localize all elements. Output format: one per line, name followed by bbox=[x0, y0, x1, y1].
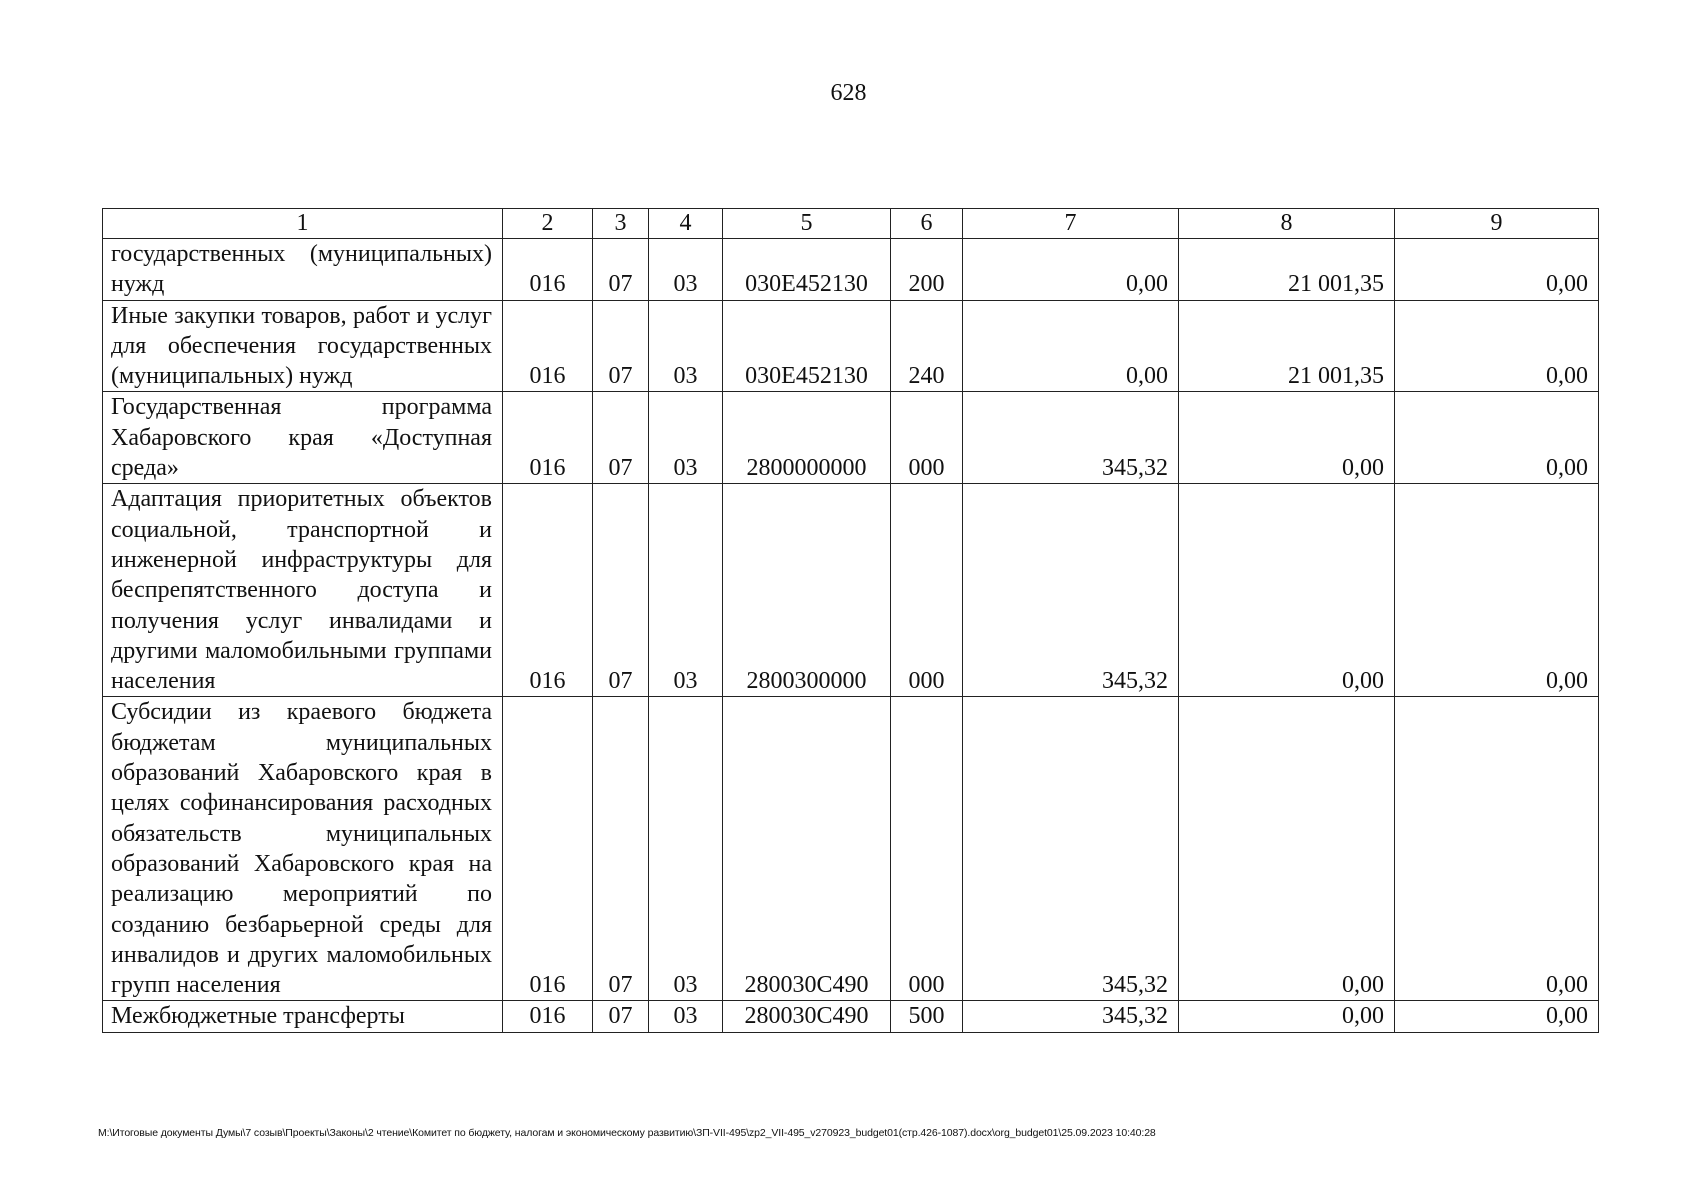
row-name: Иные закупки товаров, работ и услуг для обеспечения государственных (муниципальных) нужд bbox=[103, 300, 503, 392]
cell-ministry: 016 bbox=[503, 697, 593, 1001]
row-name: государственных (муниципальных) нужд bbox=[103, 239, 503, 301]
header-cell: 9 bbox=[1395, 209, 1599, 239]
header-cell: 5 bbox=[723, 209, 891, 239]
cell-section: 07 bbox=[593, 1001, 649, 1032]
row-name: Государственная программа Хабаровского края «Доступная среда» bbox=[103, 392, 503, 484]
header-cell: 1 bbox=[103, 209, 503, 239]
cell-section: 07 bbox=[593, 239, 649, 301]
table-row bbox=[103, 1001, 1599, 1032]
cell-amount-8: 0,00 bbox=[1179, 392, 1395, 484]
row-name: Субсидии из краевого бюджета бюджетам муниципальных образований Хабаровского края в целях софинансирования расходных обязательств муниципальных образований Хабаровского края на реализацию мероприятий по созданию безбарьерной среды для инвалидов и других маломобильных групп населения bbox=[103, 697, 503, 1001]
cell-expense-type: 240 bbox=[891, 300, 963, 392]
cell-expense-type: 000 bbox=[891, 484, 963, 697]
cell-subsection: 03 bbox=[649, 697, 723, 1001]
table-row bbox=[103, 697, 1599, 1001]
header-cell: 4 bbox=[649, 209, 723, 239]
cell-target-article: 2800300000 bbox=[723, 484, 891, 697]
header-cell: 6 bbox=[891, 209, 963, 239]
cell-section: 07 bbox=[593, 697, 649, 1001]
cell-amount-7: 345,32 bbox=[963, 484, 1179, 697]
table-body bbox=[103, 209, 1599, 1033]
cell-section: 07 bbox=[593, 484, 649, 697]
cell-amount-8: 0,00 bbox=[1179, 484, 1395, 697]
cell-amount-7: 345,32 bbox=[963, 1001, 1179, 1032]
cell-ministry: 016 bbox=[503, 1001, 593, 1032]
cell-expense-type: 000 bbox=[891, 392, 963, 484]
cell-amount-7: 345,32 bbox=[963, 392, 1179, 484]
header-cell: 8 bbox=[1179, 209, 1395, 239]
cell-subsection: 03 bbox=[649, 300, 723, 392]
row-name: Межбюджетные трансферты bbox=[103, 1001, 503, 1032]
header-row bbox=[103, 209, 1599, 239]
budget-table bbox=[102, 208, 1599, 1033]
cell-ministry: 016 bbox=[503, 300, 593, 392]
cell-amount-7: 345,32 bbox=[963, 697, 1179, 1001]
cell-amount-7: 0,00 bbox=[963, 239, 1179, 301]
cell-subsection: 03 bbox=[649, 1001, 723, 1032]
row-name: Адаптация приоритетных объектов социальной, транспортной и инженерной инфраструктуры для беспрепятственного доступа и получения услуг инвалидами и другими маломобильными группами населения bbox=[103, 484, 503, 697]
cell-section: 07 bbox=[593, 392, 649, 484]
cell-expense-type: 200 bbox=[891, 239, 963, 301]
page-number: 628 bbox=[830, 80, 867, 106]
cell-amount-9: 0,00 bbox=[1395, 300, 1599, 392]
cell-target-article: 280030C490 bbox=[723, 697, 891, 1001]
table-row bbox=[103, 239, 1599, 301]
cell-target-article: 280030C490 bbox=[723, 1001, 891, 1032]
table-row bbox=[103, 392, 1599, 484]
cell-ministry: 016 bbox=[503, 392, 593, 484]
footer-file-path: M:\Итоговые документы Думы\7 созыв\Проекты\Законы\2 чтение\Комитет по бюджету, налогам и экономическому развитию\ЗП-VII-495\zp2_VII-495_v270923_budget01(стр.426-1087).docx\org_budget01\25.09.2023 10:40:28 bbox=[98, 1127, 1156, 1139]
cell-target-article: 2800000000 bbox=[723, 392, 891, 484]
cell-target-article: 030E452130 bbox=[723, 300, 891, 392]
cell-amount-8: 0,00 bbox=[1179, 1001, 1395, 1032]
cell-section: 07 bbox=[593, 300, 649, 392]
table-row bbox=[103, 484, 1599, 697]
header-cell: 2 bbox=[503, 209, 593, 239]
cell-subsection: 03 bbox=[649, 392, 723, 484]
table-row bbox=[103, 300, 1599, 392]
cell-amount-9: 0,00 bbox=[1395, 697, 1599, 1001]
cell-amount-9: 0,00 bbox=[1395, 392, 1599, 484]
cell-ministry: 016 bbox=[503, 484, 593, 697]
cell-subsection: 03 bbox=[649, 239, 723, 301]
cell-amount-9: 0,00 bbox=[1395, 484, 1599, 697]
cell-target-article: 030E452130 bbox=[723, 239, 891, 301]
cell-expense-type: 500 bbox=[891, 1001, 963, 1032]
cell-subsection: 03 bbox=[649, 484, 723, 697]
header-cell: 7 bbox=[963, 209, 1179, 239]
cell-amount-7: 0,00 bbox=[963, 300, 1179, 392]
header-cell: 3 bbox=[593, 209, 649, 239]
cell-ministry: 016 bbox=[503, 239, 593, 301]
cell-amount-9: 0,00 bbox=[1395, 239, 1599, 301]
cell-amount-8: 21 001,35 bbox=[1179, 239, 1395, 301]
cell-amount-8: 0,00 bbox=[1179, 697, 1395, 1001]
cell-amount-9: 0,00 bbox=[1395, 1001, 1599, 1032]
cell-amount-8: 21 001,35 bbox=[1179, 300, 1395, 392]
cell-expense-type: 000 bbox=[891, 697, 963, 1001]
